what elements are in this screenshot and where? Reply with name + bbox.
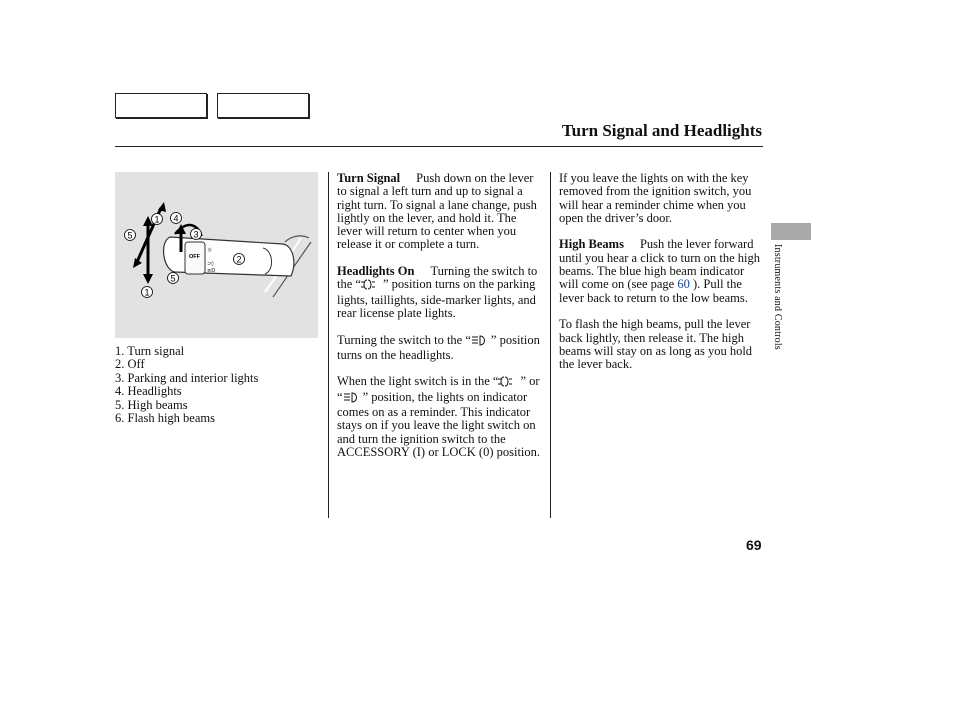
parking-light-icon (498, 376, 520, 390)
column-divider (328, 172, 329, 518)
turning-text-a: Turning the switch to the “ (337, 332, 471, 347)
callout-number: 3 (193, 229, 199, 240)
when-paragraph (337, 375, 542, 459)
beam-symbol-icon: ≡D (207, 268, 216, 274)
parking-light-icon (361, 279, 383, 293)
turn-signal-text: Push down on the lever to signal a left turn and up to signal a right turn. To signal a lane change, push lightly on the lever, and hold it. The lever will return to center when you release it or complete a turn. (337, 171, 537, 252)
text-column-2 (559, 172, 763, 385)
figure-legend (115, 345, 258, 425)
turn-signal-heading: Turn Signal (337, 171, 401, 185)
legend-item: 2. Off (115, 357, 145, 372)
column-line (285, 236, 309, 242)
high-beams-heading: High Beams (559, 237, 624, 252)
switch-off-label: OFF (189, 254, 200, 260)
callout-number: 1 (144, 287, 150, 298)
headlights-on-text-a: Turning the switch to the “ (337, 264, 538, 292)
flash-paragraph: To flash the high beams, pull the lever back lightly, then release it. The high beams will stay on as long as you hold the lever back. (559, 317, 753, 372)
turn-signal-paragraph (337, 172, 542, 252)
when-text-b: ” or “ (337, 374, 540, 404)
text-column-1 (337, 172, 542, 473)
callout-number: 5 (127, 230, 133, 241)
header-tab-left (115, 93, 207, 118)
high-beams-text-b: ). Pull the lever back to return to the low beams. (559, 277, 748, 305)
parking-light-symbol-icon: ⊃◊ (207, 261, 214, 267)
headlights-on-heading: Headlights On (337, 264, 415, 279)
high-beams-paragraph (559, 238, 763, 304)
turning-text-b: ” position turns on the headlights. (337, 332, 540, 362)
high-beams-text-a: Push the lever forward until you hear a click to turn on the high beams. The blue high beam indicator will come on (see page (559, 237, 760, 292)
section-tab (771, 223, 811, 240)
callout-number: 1 (154, 214, 160, 225)
headlight-icon (471, 335, 491, 349)
legend-item: 5. High beams (115, 397, 188, 412)
legend-item: 6. Flash high beams (115, 411, 215, 426)
page-title: Turn Signal and Headlights (561, 121, 762, 140)
headlights-on-paragraph (337, 265, 542, 320)
when-text-a: When the light switch is in the “ (337, 374, 499, 389)
when-text-c: ” position, the lights on indicator comes on as a reminder. This indicator stays on if you leave the light switch on and turn the ignition switch to the ACCESSORY (I) or LOCK (0) position. (337, 389, 541, 459)
reminder-paragraph: If you leave the lights on with the key removed from the ignition switch, you will hear a reminder chime when you open the driver’s door. (559, 171, 752, 225)
header-rule (115, 146, 763, 147)
section-label: Instruments and Controls (772, 244, 783, 350)
headlight-symbol-icon: ☼ (207, 247, 213, 254)
lever-diagram (115, 172, 318, 338)
signal-arrow-down-icon (143, 274, 153, 284)
callout-number: 2 (236, 254, 242, 265)
headlights-on-text-b: ” position turns on the parking lights, taillights, side-marker lights, and rear license plate lights. (337, 277, 536, 320)
callout-number: 5 (170, 273, 176, 284)
lever-illustration (115, 172, 318, 338)
turning-paragraph (337, 334, 542, 363)
legend-item: 4. Headlights (115, 384, 182, 399)
page-number: 69 (746, 537, 762, 553)
headlight-icon (343, 392, 363, 406)
legend-item: 3. Parking and interior lights (115, 370, 259, 385)
lever-body (164, 237, 294, 276)
legend-item: 1. Turn signal (115, 344, 185, 358)
header-tab-right (217, 93, 309, 118)
page-link[interactable]: 60 (677, 277, 690, 292)
column-divider (550, 172, 551, 518)
callout-number: 4 (173, 213, 179, 224)
